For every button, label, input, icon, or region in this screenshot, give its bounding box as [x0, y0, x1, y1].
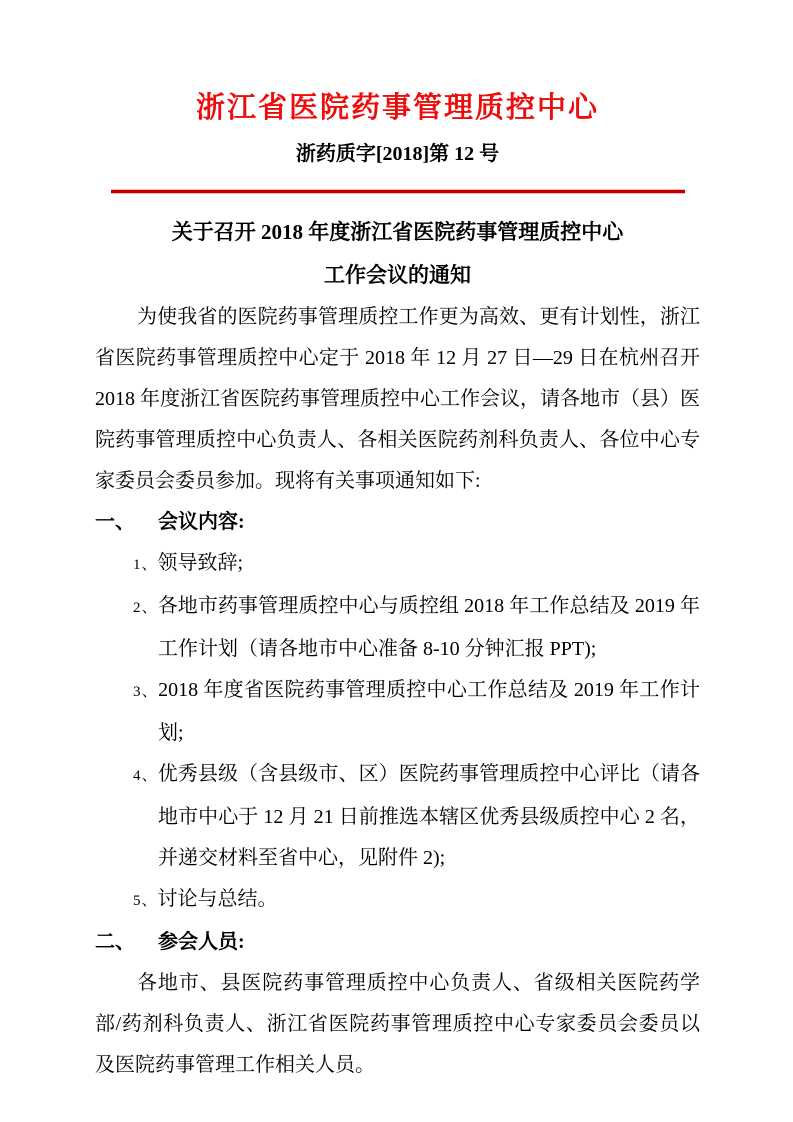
- section-1-number: 一、: [95, 511, 135, 533]
- section-2-title: 参会人员:: [158, 931, 245, 953]
- agenda-item-4-text: 优秀县级（含县级市、区）医院药事管理质控中心评比（请各地市中心于 12 月 21 日前推选本辖区优秀县级质控中心 2 名，并递交材料至省中心，见附件 2);: [157, 763, 700, 869]
- letterhead-divider-rule: [111, 189, 685, 194]
- notice-title-line-2: 工作会议的通知: [324, 263, 471, 287]
- agenda-item-3-text: 2018 年度省医院药事管理质控中心工作总结及 2019 年工作计划;: [158, 679, 700, 744]
- intro-paragraph: 为使我省的医院药事管理质控工作更为高效、更有计划性，浙江省医院药事管理质控中心定于 2018 年 12 月 27 日—29 日在杭州召开 2018 年度浙江省医院药事管理质控中心工作会议，请各地市（县）医院药事管理质控中心负责人、各相关医院药剂科负责人、各位中心专家委员会委员参加。现将有关事项通知如下:: [95, 306, 700, 492]
- agenda-item-2-text: 各地市药事管理质控中心与质控组 2018 年工作总结及 2019 年工作计划（请各地市中心准备 8-10 分钟汇报 PPT);: [157, 595, 700, 660]
- agenda-item-2-number: 2、: [133, 600, 158, 616]
- agenda-item-2: [95, 586, 700, 670]
- letterhead-org-title: 浙江省医院药事管理质控中心: [195, 92, 599, 124]
- agenda-item-1: [95, 543, 700, 586]
- agenda-item-5: [95, 879, 700, 922]
- participants-paragraph: 各地市、县医院药事管理质控中心负责人、省级相关医院药学部/药剂科负责人、浙江省医院药事管理质控中心专家委员会委员以及医院药事管理工作相关人员。: [95, 972, 700, 1076]
- notice-title: [95, 211, 700, 297]
- agenda-list: [95, 543, 700, 922]
- agenda-item-5-text: 讨论与总结。: [157, 888, 278, 910]
- section-heading-meeting-content: [95, 502, 700, 543]
- agenda-item-5-number: 5、: [133, 893, 158, 909]
- agenda-item-4: [95, 754, 700, 879]
- notice-body: [95, 297, 700, 1086]
- agenda-item-1-text: 领导致辞;: [157, 552, 244, 574]
- agenda-item-3-number: 3、: [133, 684, 159, 700]
- section-2-number: 二、: [95, 931, 135, 953]
- agenda-item-4-number: 4、: [133, 768, 158, 784]
- section-1-title: 会议内容:: [158, 511, 245, 533]
- document-number: 浙药质字[2018]第 12 号: [295, 143, 500, 165]
- notice-title-line-1: 关于召开 2018 年度浙江省医院药事管理质控中心: [171, 220, 624, 244]
- agenda-item-3: [95, 670, 700, 754]
- agenda-item-1-number: 1、: [133, 557, 158, 573]
- section-heading-participants: [95, 922, 700, 963]
